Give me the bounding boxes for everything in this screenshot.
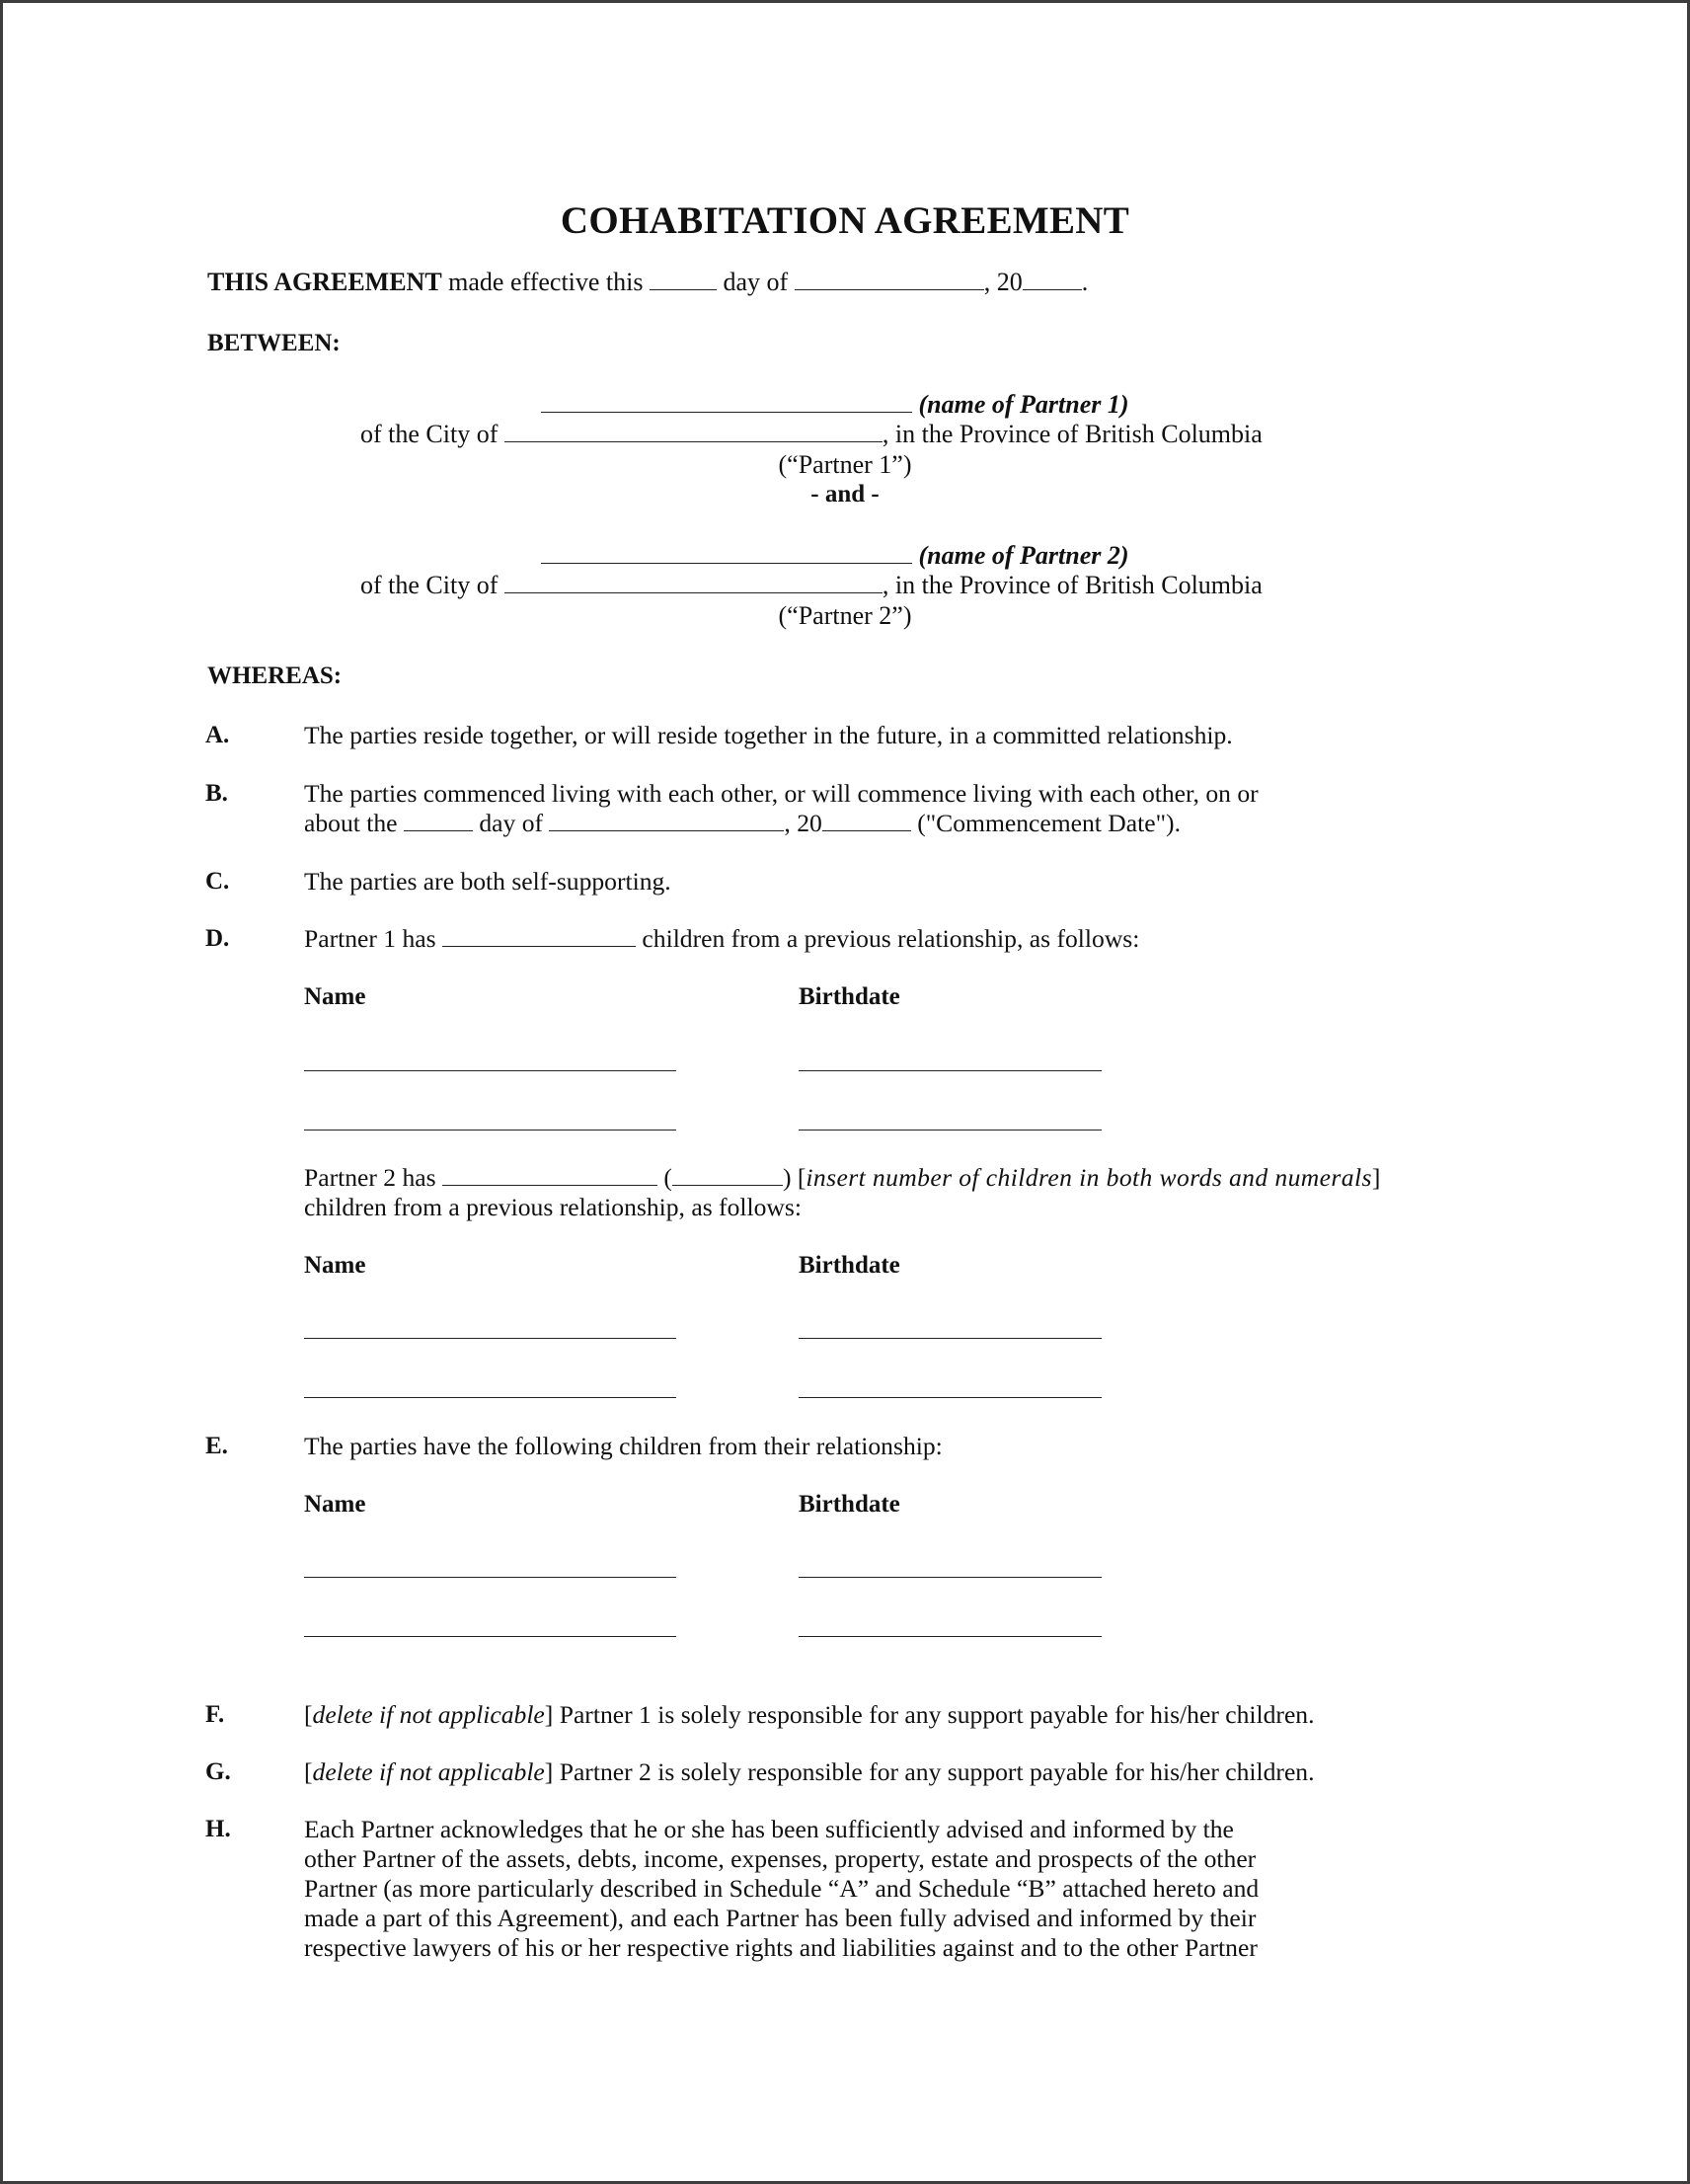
partner1-province: , in the Province of British Columbia [882, 420, 1263, 448]
clause-e-text: The parties have the following children from their relationship: [304, 1432, 943, 1460]
clause-d-p2-prefix: Partner 2 has [304, 1163, 443, 1192]
d1-child2-name-blank[interactable] [304, 1130, 676, 1131]
d2-child2-name-blank[interactable] [304, 1397, 676, 1398]
clause-g-text [304, 1757, 1491, 1787]
clause-b-commencement: ("Commencement Date"). [910, 809, 1181, 837]
clause-c-label: C. [205, 868, 230, 895]
clause-a-label: A. [205, 722, 230, 748]
clause-d-p2-line2: children from a previous relationship, as follows: [304, 1193, 802, 1221]
e-birthdate-header: Birthdate [799, 1491, 900, 1518]
d1-child1-birthdate-blank[interactable] [799, 1070, 1102, 1071]
clause-f-text [304, 1700, 1491, 1730]
clause-b-label: B. [205, 780, 228, 807]
clause-d-p2-paren-close: ) [ [782, 1163, 807, 1192]
partner1-children-count-blank[interactable] [442, 924, 636, 947]
clause-d-p1-prefix: Partner 1 has [304, 924, 443, 953]
clause-h-line-4: made a part of this Agreement), and each Partner has been fully advised and informed by their [304, 1904, 1257, 1932]
month-blank[interactable] [795, 268, 984, 290]
partner2-city-line [360, 571, 1263, 600]
clause-b-line1: The parties commenced living with each other, or will commence living with each other, on or [304, 779, 1259, 808]
clause-f-label: F. [205, 1701, 225, 1728]
clause-f-instruction: delete if not applicable [312, 1700, 545, 1729]
clause-d-p2-instruction: insert number of children in both words and numerals [806, 1163, 1372, 1192]
clause-d-p2-bracket-close: ] [1371, 1163, 1381, 1192]
document-title: COHABITATION AGREEMENT [560, 199, 1130, 242]
intro-comma-20: , 20 [983, 268, 1023, 296]
clause-h-line-3: Partner (as more particularly described in Schedule “A” and Schedule “B” attached hereto and [304, 1874, 1260, 1903]
e-child1-name-blank[interactable] [304, 1577, 676, 1578]
d2-child2-birthdate-blank[interactable] [799, 1397, 1102, 1398]
intro-day-of: day of [717, 268, 795, 296]
day-blank[interactable] [650, 268, 717, 290]
partner2-children-number-blank[interactable] [672, 1163, 783, 1186]
partner1-name-line [541, 390, 1129, 420]
d2-name-header: Name [304, 1252, 366, 1279]
partner2-province: , in the Province of British Columbia [882, 571, 1263, 599]
partner2-city-blank[interactable] [504, 571, 883, 593]
clause-g-bracket: [ [304, 1757, 313, 1786]
intro-made: made effective this [441, 268, 650, 296]
commencement-day-blank[interactable] [404, 809, 473, 831]
year-blank[interactable] [1023, 268, 1082, 290]
e-name-header: Name [304, 1491, 366, 1518]
d2-child1-name-blank[interactable] [304, 1338, 676, 1339]
partner2-name-label: (name of Partner 2) [918, 541, 1129, 570]
clause-e-label: E. [205, 1433, 228, 1459]
clause-h-line-5: respective lawyers of his or her respective rights and liabilities against and to the other Partner [304, 1933, 1258, 1962]
partner1-city-blank[interactable] [504, 420, 883, 442]
d2-child1-birthdate-blank[interactable] [799, 1338, 1102, 1339]
clause-h-line-2: other Partner of the assets, debts, income, expenses, property, estate and prospects of the other [304, 1844, 1257, 1873]
e-child1-birthdate-blank[interactable] [799, 1577, 1102, 1578]
agreement-intro [207, 268, 1088, 297]
d2-birthdate-header: Birthdate [799, 1252, 900, 1279]
clause-d-p1-suffix: children from a previous relationship, as follows: [636, 924, 1140, 953]
clause-b-line2 [304, 809, 1491, 838]
clause-d-label: D. [205, 925, 230, 952]
partner1-name-label: (name of Partner 1) [918, 390, 1129, 419]
partner2-name-blank[interactable] [541, 541, 912, 564]
whereas-heading: WHEREAS: [207, 663, 343, 689]
e-child2-name-blank[interactable] [304, 1636, 676, 1637]
partner1-city-line [360, 420, 1263, 449]
clause-b-comma-20: , 20 [784, 809, 822, 837]
partner1-alias: (“Partner 1”) [778, 450, 912, 479]
clause-g-instruction: delete if not applicable [312, 1757, 545, 1786]
clause-d-partner2 [304, 1163, 1491, 1193]
clause-a-text: The parties reside together, or will reside together in the future, in a committed relationship. [304, 721, 1233, 749]
commencement-month-blank[interactable] [549, 809, 784, 831]
clause-g-label: G. [205, 1758, 231, 1785]
d1-child2-birthdate-blank[interactable] [799, 1130, 1102, 1131]
clause-h-line-1: Each Partner acknowledges that he or she has been sufficiently advised and informed by the [304, 1815, 1234, 1843]
partner1-name-blank[interactable] [541, 390, 912, 413]
clause-d-p2-paren-open: ( [657, 1163, 672, 1192]
intro-period: . [1081, 268, 1089, 296]
clause-h-label: H. [205, 1816, 231, 1842]
clause-g-body: ] Partner 2 is solely responsible for any support payable for his/her children. [544, 1757, 1315, 1786]
d1-child1-name-blank[interactable] [304, 1070, 676, 1071]
and-separator: - and - [810, 481, 880, 507]
clause-b-day-of: day of [472, 809, 550, 837]
e-child2-birthdate-blank[interactable] [799, 1636, 1102, 1637]
between-heading: BETWEEN: [207, 330, 341, 356]
partner1-city-prefix: of the City of [360, 420, 504, 448]
clause-c-text: The parties are both self-supporting. [304, 867, 671, 896]
clause-d-partner1 [304, 924, 1491, 954]
partner2-children-words-blank[interactable] [442, 1163, 657, 1186]
clause-f-body: ] Partner 1 is solely responsible for any support payable for his/her children. [544, 1700, 1315, 1729]
d1-name-header: Name [304, 983, 366, 1010]
intro-lead: THIS AGREEMENT [207, 268, 442, 296]
clause-f-bracket: [ [304, 1700, 313, 1729]
commencement-year-blank[interactable] [822, 809, 911, 831]
d1-birthdate-header: Birthdate [799, 983, 900, 1010]
partner2-city-prefix: of the City of [360, 571, 504, 599]
partner2-alias: (“Partner 2”) [778, 601, 912, 630]
partner2-name-line [541, 541, 1129, 571]
clause-b-about: about the [304, 809, 404, 837]
